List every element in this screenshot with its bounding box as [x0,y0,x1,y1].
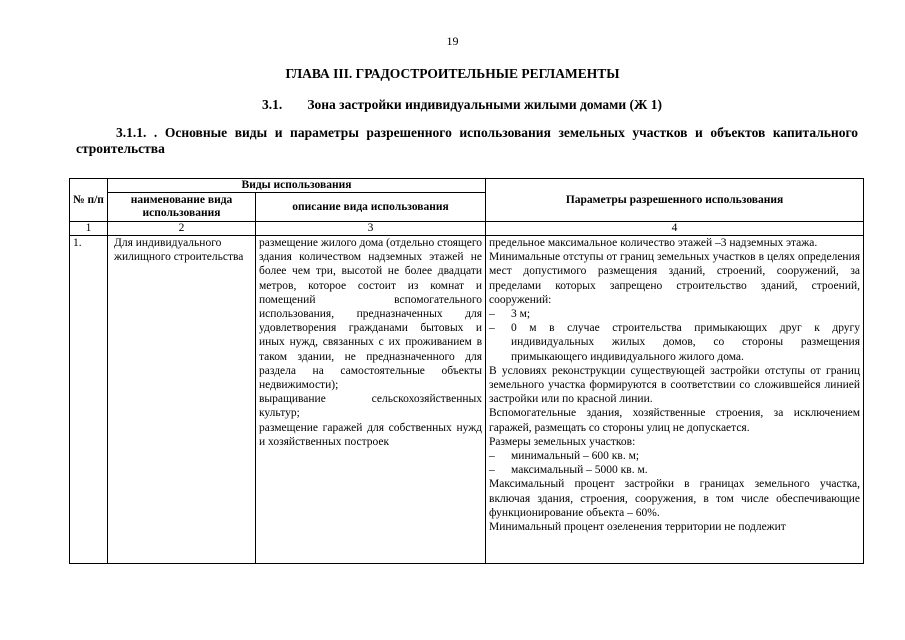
regulations-table [69,178,864,564]
setback-text: 0 м в случае строительства примыкающих друг к другу индивидуальных жилых домов, со стороны размещения примыкающего индивидуального жилого дома. [511,322,861,363]
size-item [489,449,860,463]
page-number: 19 [446,34,459,48]
section-number: 3.1. [262,97,283,112]
subsection-title: 3.1.1. . Основные виды и параметры разрешенного использования земельных участков и объектов капитального строительства [76,125,858,156]
description-paragraph: размещение гаражей для собственных нужд и хозяйственных построек [259,421,483,448]
description-paragraph: выращивание сельскохозяйственных культур; [259,393,483,420]
section-heading [262,97,662,113]
header-num: № п/п [70,179,108,222]
param-paragraph: В условиях реконструкции существующей застройки отступы от границ земельного участка формируются в соответствии со сложившейся линией застройки или по красной линии. [489,364,861,406]
header-row [70,179,864,193]
section-title: Зона застройки индивидуальными жилыми домами (Ж 1) [307,97,662,112]
dash-bullet: – [489,322,495,335]
use-name-cell: Для индивидуального жилищного строительства [108,236,256,564]
dash-bullet: – [489,464,495,477]
column-number: 3 [256,222,486,236]
header-use-name: наименование вида использования [108,193,256,222]
parameters-cell [486,236,864,564]
param-paragraph: Вспомогательные здания, хозяйственные строения, за исключением гаражей, размещать со стороны улиц не допускается. [489,407,861,434]
size-item [489,463,860,477]
setback-text: 3 м; [511,308,531,321]
setback-item [489,321,860,364]
param-paragraph: Минимальный процент озеленения территории не подлежит [489,521,786,534]
column-number: 2 [108,222,256,236]
size-text: максимальный – 5000 кв. м. [511,464,648,477]
column-number: 1 [70,222,108,236]
param-paragraph: Размеры земельных участков: [489,435,636,448]
header-uses-group: Виды использования [108,179,486,193]
table-row [70,236,864,564]
header-params: Параметры разрешенного использования [486,179,864,222]
dash-bullet: – [489,308,495,321]
dash-bullet: – [489,450,495,463]
param-paragraph: предельное максимальное количество этажей –3 надземных этажа. [489,237,818,249]
param-paragraph: Максимальный процент застройки в границах земельного участка, включая здания, строения, сооружения, в том числе обеспечивающие функционирование объекта – 60%. [489,478,861,519]
description-paragraph: размещение жилого дома (отдельно стоящего здания количеством надземных этажей не более чем три, высотой не более двадцати метров, которое состоит из комнат и помещений вспомогательного использования, предназначенных для удовлетворения гражданами бытовых и иных нужд, связанных с их проживанием в таком здании, не предназначенного для раздела на самостоятельные объекты недвижимости); [259,237,483,392]
use-description-cell [256,236,486,564]
column-number: 4 [486,222,864,236]
header-use-desc: описание вида использования [256,193,486,222]
chapter-title: ГЛАВА III. ГРАДОСТРОИТЕЛЬНЫЕ РЕГЛАМЕНТЫ [285,66,620,81]
setback-item [489,307,860,321]
size-text: минимальный – 600 кв. м; [511,450,640,463]
row-number: 1. [70,236,108,564]
column-numbers-row [70,222,864,236]
param-paragraph: Минимальные отступы от границ земельных участков в целях определения мест допустимого размещения зданий, строений, сооружений, за пределами которых запрещено строительство зданий, строений, сооружений: [489,251,861,306]
